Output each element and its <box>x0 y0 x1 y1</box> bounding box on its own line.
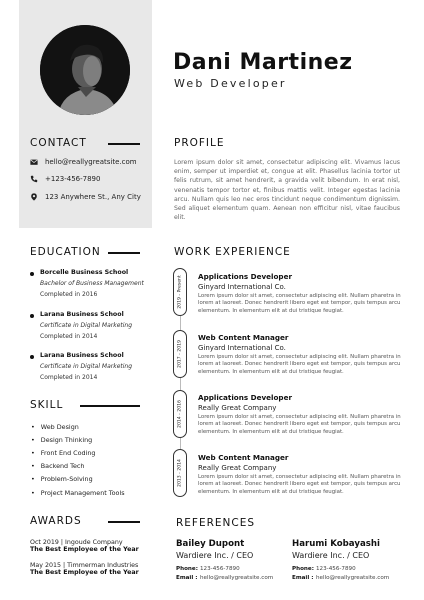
education-degree: Bachelor of Business Management <box>40 280 144 287</box>
skill-item: • Design Thinking <box>31 436 92 444</box>
job-description: Lorem ipsum dolor sit amet, consectetur adipiscing elit. Nullam pharetra in lorem at laoreet. Donec hendrerit libero eget est tempor, quis tempus arcu elementum. In elementum elit at dui tristique feugiat. <box>198 414 401 435</box>
job-title: Applications Developer <box>198 272 292 281</box>
reference-name: Harumi Kobayashi <box>292 539 380 549</box>
location-pin-icon <box>30 193 38 201</box>
contact-rule <box>108 143 140 145</box>
job-period-pill <box>173 390 187 438</box>
email-label: Email : <box>292 575 314 581</box>
phone-label: Phone: <box>176 566 198 572</box>
job-description: Lorem ipsum dolor sit amet, consectetur adipiscing elit. Nullam pharetra in lorem at laoreet. Donec hendrerit libero eget est tempor, quis tempus arcu elementum. In elementum elit at dui tristique feugiat. <box>198 293 401 314</box>
award-title: The Best Employee of the Year <box>30 569 139 576</box>
job-company: Ginyard International Co. <box>198 283 286 291</box>
contact-email-text: hello@reallygreatsite.com <box>45 158 137 166</box>
job-period: 2014 - 2016 <box>177 400 183 428</box>
education-year: Completed in 2016 <box>40 291 98 298</box>
contact-email[interactable] <box>30 158 137 166</box>
job-company: Really Great Company <box>198 464 277 472</box>
job-title: Web Content Manager <box>198 453 289 462</box>
contact-address <box>30 193 141 201</box>
education-school: Larana Business School <box>40 311 124 318</box>
skill-item: • Front End Coding <box>31 449 95 457</box>
job-period: 2019 - Present <box>177 275 183 309</box>
education-title: EDUCATION <box>30 246 101 258</box>
skill-item: • Backend Tech <box>31 462 84 470</box>
skill-item: • Problem-Solving <box>31 475 93 483</box>
job-period: 2013 - 2014 <box>177 459 183 487</box>
profile-text: Lorem ipsum dolor sit amet, consectetur adipiscing elit. Vivamus lacus enim, semper ut imperdiet et, congue at elit. Phasellus lacinia tortor ut felis rutrum, sit amet hendrerit, a gravida velit bibendum. In erat nisl, venenatis tempor tortor et, finibus mattis velit. Integer egestas lacinia arcu. Nullam quis leo nec eros tincidunt neque condimentum dignissim. Sed aliquet elementum quam. Aenean non efficitur nisl, vitae faucibus elit. <box>174 159 400 222</box>
email-icon <box>30 158 38 166</box>
profile-photo <box>40 25 130 115</box>
education-degree: Certificate in Digital Marketing <box>40 322 133 329</box>
skill-item: • Web Design <box>31 423 79 431</box>
person-name: Dani Martinez <box>173 50 353 75</box>
reference-phone <box>292 566 356 572</box>
person-role: Web Developer <box>174 77 287 90</box>
bullet-dot <box>30 272 34 276</box>
awards-rule <box>108 521 140 523</box>
award-date-company: Oct 2019 | Ingoude Company <box>30 539 123 546</box>
award-title: The Best Employee of the Year <box>30 546 139 553</box>
job-title: Web Content Manager <box>198 333 289 342</box>
phone-icon <box>30 175 38 183</box>
education-year: Completed in 2014 <box>40 333 98 340</box>
job-description: Lorem ipsum dolor sit amet, consectetur adipiscing elit. Nullam pharetra in lorem at laoreet. Donec hendrerit libero eget est tempor, quis tempus arcu elementum. In elementum elit at dui tristique feugiat. <box>198 474 401 495</box>
reference-name: Bailey Dupont <box>176 539 245 549</box>
bullet-dot <box>30 355 34 359</box>
reference-email-value[interactable]: hello@reallygreatsite.com <box>316 575 390 581</box>
awards-title: AWARDS <box>30 515 82 527</box>
contact-phone-text: +123-456-7890 <box>45 175 101 183</box>
education-rule <box>108 252 140 254</box>
job-company: Really Great Company <box>198 404 277 412</box>
reference-role: Wardiere Inc. / CEO <box>292 551 370 560</box>
profile-title: PROFILE <box>174 137 225 149</box>
job-period-pill <box>173 268 187 316</box>
skill-item: • Project Management Tools <box>31 489 125 497</box>
education-school: Borcelle Business School <box>40 269 129 276</box>
reference-email[interactable] <box>176 575 273 581</box>
job-period: 2017 - 2019 <box>177 340 183 368</box>
education-degree: Certificate in Digital Marketing <box>40 363 133 370</box>
experience-title: WORK EXPERIENCE <box>174 246 291 258</box>
bullet-dot <box>30 314 34 318</box>
email-label: Email : <box>176 575 198 581</box>
reference-phone <box>176 566 240 572</box>
skill-title: SKILL <box>30 399 64 411</box>
skill-rule <box>80 405 140 407</box>
reference-email[interactable] <box>292 575 389 581</box>
reference-email-value[interactable]: hello@reallygreatsite.com <box>200 575 274 581</box>
contact-title: CONTACT <box>30 137 87 149</box>
education-year: Completed in 2014 <box>40 374 98 381</box>
phone-label: Phone: <box>292 566 314 572</box>
education-school: Larana Business School <box>40 352 124 359</box>
reference-phone-value: 123-456-7890 <box>200 566 240 572</box>
reference-phone-value: 123-456-7890 <box>316 566 356 572</box>
job-period-pill <box>173 330 187 378</box>
reference-role: Wardiere Inc. / CEO <box>176 551 254 560</box>
job-description: Lorem ipsum dolor sit amet, consectetur adipiscing elit. Nullam pharetra in lorem at laoreet. Donec hendrerit libero eget est tempor, quis tempus arcu elementum. In elementum elit at dui tristique feugiat. <box>198 354 401 375</box>
contact-address-text: 123 Anywhere St., Any City <box>45 193 141 201</box>
job-company: Ginyard International Co. <box>198 344 286 352</box>
contact-phone[interactable] <box>30 175 100 183</box>
job-title: Applications Developer <box>198 393 292 402</box>
references-title: REFERENCES <box>176 517 256 529</box>
award-date-company: May 2015 | Timmerman Industries <box>30 562 139 569</box>
job-period-pill <box>173 449 187 497</box>
